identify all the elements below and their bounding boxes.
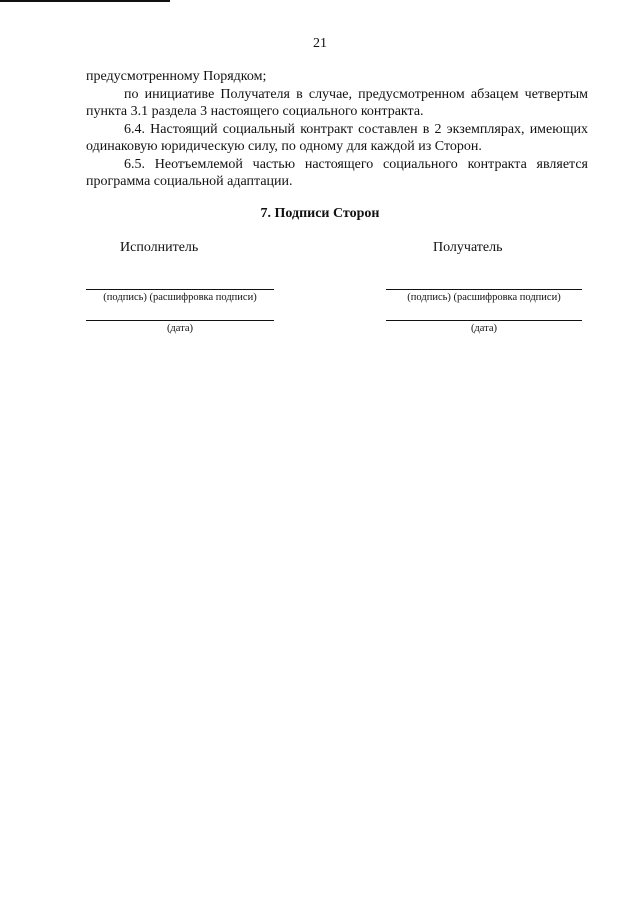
recipient-signature-caption: (подпись) (расшифровка подписи) xyxy=(407,292,561,303)
recipient-signature-line xyxy=(386,289,582,290)
document-body xyxy=(86,68,588,191)
paragraph-continuation: предусмотренному Порядком; xyxy=(86,69,267,84)
executor-signature-line xyxy=(86,289,274,290)
executor-label: Исполнитель xyxy=(120,240,199,255)
executor-signature-caption: (подпись) (расшифровка подписи) xyxy=(103,292,257,303)
top-rule xyxy=(0,0,170,2)
page-number: 21 xyxy=(313,36,327,51)
paragraph-6-5: 6.5. Неотъемлемой частью настоящего социального контракта является программа социальной адаптации. xyxy=(86,156,588,189)
recipient-date-caption: (дата) xyxy=(470,323,498,334)
recipient-date-line xyxy=(386,320,582,321)
recipient-label: Получатель xyxy=(433,240,503,255)
executor-date-caption: (дата) xyxy=(166,323,194,334)
section-heading: 7. Подписи Сторон xyxy=(260,206,380,221)
paragraph-initiative: по инициативе Получателя в случае, предусмотренном абзацем четвертым пункта 3.1 раздела 3 настоящего социального контракта. xyxy=(86,86,588,119)
executor-date-line xyxy=(86,320,274,321)
paragraph-6-4: 6.4. Настоящий социальный контракт составлен в 2 экземплярах, имеющих одинаковую юридическую силу, по одному для каждой из Сторон. xyxy=(86,121,588,154)
